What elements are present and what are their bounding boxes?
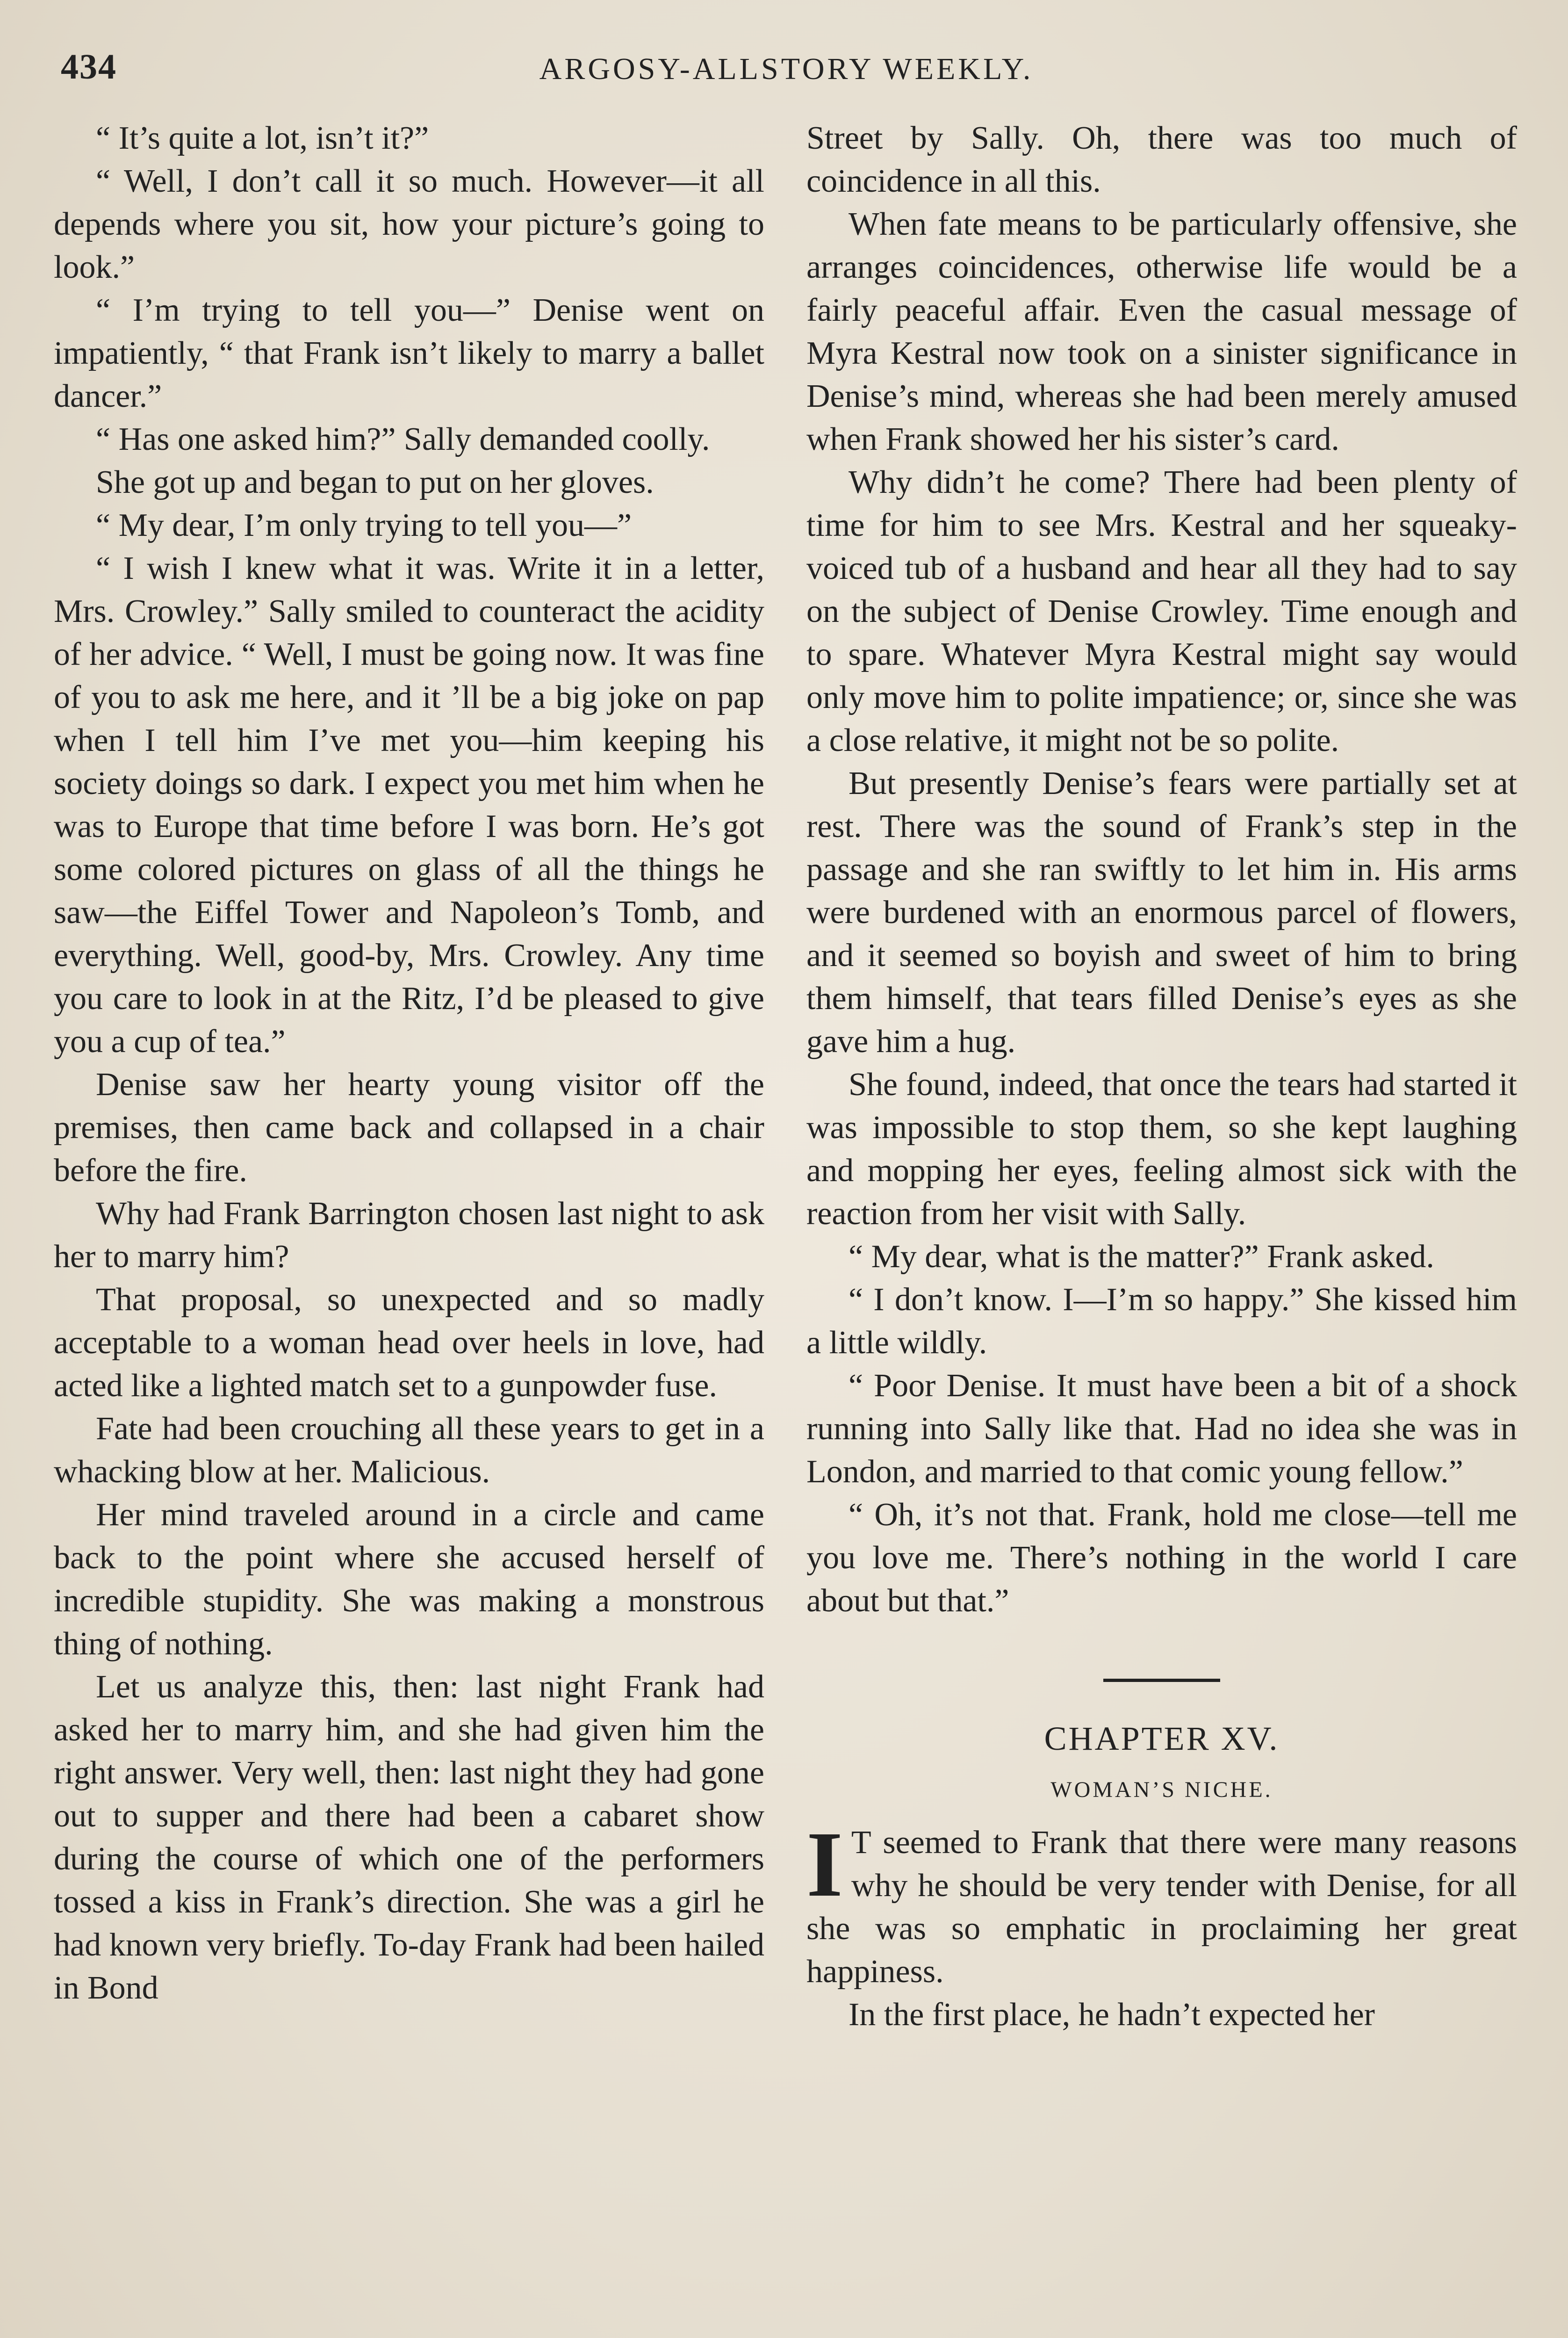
chapter-title: CHAPTER XV.: [1044, 1720, 1280, 1757]
paragraph: “ Has one asked him?” Sally demanded coolly.: [96, 421, 710, 457]
running-head: ARGOSY-ALLSTORY WEEKLY.: [539, 52, 1034, 86]
paragraph: In the first place, he hadn’t expected her: [849, 1997, 1375, 2033]
paragraph: Denise saw her hearty young visitor off the premises, then came back and collapsed in a chair before the fire.: [54, 1067, 764, 1189]
paragraph: She got up and began to put on her gloves.: [96, 464, 654, 500]
paragraph: “ Poor Denise. It must have been a bit of a shock running into Sally like that. Had no idea she was in London, and married to that comic young fellow.”: [806, 1368, 1517, 1490]
paragraph: Her mind traveled around in a circle and came back to the point where she accused herself of incredible stupidity. She was making a monstrous thing of nothing.: [54, 1497, 764, 1662]
paragraph: “ My dear, I’m only trying to tell you—”: [96, 507, 632, 543]
chapter-opening-paragraph: [806, 1813, 1517, 1993]
paragraph: “ It’s quite a lot, isn’t it?”: [96, 120, 429, 156]
drop-cap: I: [806, 1813, 843, 1916]
text-columns: [54, 117, 1517, 2338]
paragraph: “ My dear, what is the matter?” Frank asked.: [849, 1239, 1434, 1275]
paragraph: Fate had been crouching all these years to get in a whacking blow at her. Malicious.: [54, 1411, 764, 1490]
paragraph: “ Oh, it’s not that. Frank, hold me close—tell me you love me. There’s nothing in the world I care about but that.”: [806, 1497, 1517, 1619]
paragraph: Let us analyze this, then: last night Frank had asked her to marry him, and she had given him the right answer. Very well, then: last night they had gone out to supper and there had been a cabaret show during the course of which one of the performers tossed a kiss in Frank’s direction. She was a girl he had known very briefly. To-day Frank had been hailed in Bond: [54, 1669, 764, 2006]
page-header: [56, 47, 1517, 98]
paragraph: When fate means to be particularly offensive, she arranges coincidences, otherwise life would be a fairly peaceful affair. Even the casual message of Myra Kestral now took on a sinister significance in Denise’s mind, whereas she had been merely amused when Frank showed her his sister’s card.: [806, 206, 1517, 457]
right-column: [806, 117, 1517, 2338]
paragraph: Street by Sally. Oh, there was too much of coincidence in all this.: [806, 120, 1517, 199]
paragraph: “ I’m trying to tell you—” Denise went on impatiently, “ that Frank isn’t likely to marry a ballet dancer.”: [54, 292, 764, 414]
paragraph: But presently Denise’s fears were partially set at rest. There was the sound of Frank’s step in the passage and she ran swiftly to let him in. His arms were burdened with an enormous parcel of flowers, and it seemed so boyish and sweet of him to bring them himself, that tears filled Denise’s eyes as she gave him a hug.: [806, 765, 1517, 1060]
left-column: [54, 117, 764, 2338]
paragraph: She found, indeed, that once the tears had started it was impossible to stop them, so she kept laughing and mopping her eyes, feeling almost sick with the reaction from her visit with Sally.: [806, 1067, 1517, 1232]
paragraph: Why didn’t he come? There had been plenty of time for him to see Mrs. Kestral and her squeaky-voiced tub of a husband and hear all they had to say on the subject of Denise Crowley. Time enough and to spare. Whatever Myra Kestral might say would only move him to polite impatience; or, since she was a close relative, it might not be so polite.: [806, 464, 1517, 758]
paragraph: “ I wish I knew what it was. Write it in a letter, Mrs. Crowley.” Sally smiled to counteract the acidity of her advice. “ Well, I must be going now. It was fine of you to ask me here, and it ’ll be a big joke on pap when I tell him I’ve met you—him keeping his society doings so dark. I expect you met him when he was to Europe that time before I was born. He’s got some colored pictures on glass of all the things he saw—the Eiffel Tower and Napoleon’s Tomb, and everything. Well, good-by, Mrs. Crowley. Any time you care to look in at the Ritz, I’d be pleased to give you a cup of tea.”: [54, 550, 764, 1060]
page-number: 434: [61, 47, 117, 87]
opening-text: T seemed to Frank that there were many reasons why he should be very tender with Denise, for all she was so emphatic in proclaiming her great happiness.: [806, 1825, 1517, 1990]
section-divider: [1103, 1679, 1220, 1682]
paragraph: “ I don’t know. I—I’m so happy.” She kissed him a little wildly.: [806, 1282, 1517, 1361]
paragraph: Why had Frank Barrington chosen last night to ask her to marry him?: [54, 1196, 764, 1275]
paragraph: “ Well, I don’t call it so much. However—it all depends where you sit, how your picture’s going to look.”: [54, 163, 764, 285]
paragraph: That proposal, so unexpected and so madly acceptable to a woman head over heels in love, had acted like a lighted match set to a gunpowder fuse.: [54, 1282, 764, 1404]
chapter-subtitle: WOMAN’S NICHE.: [1050, 1777, 1273, 1802]
